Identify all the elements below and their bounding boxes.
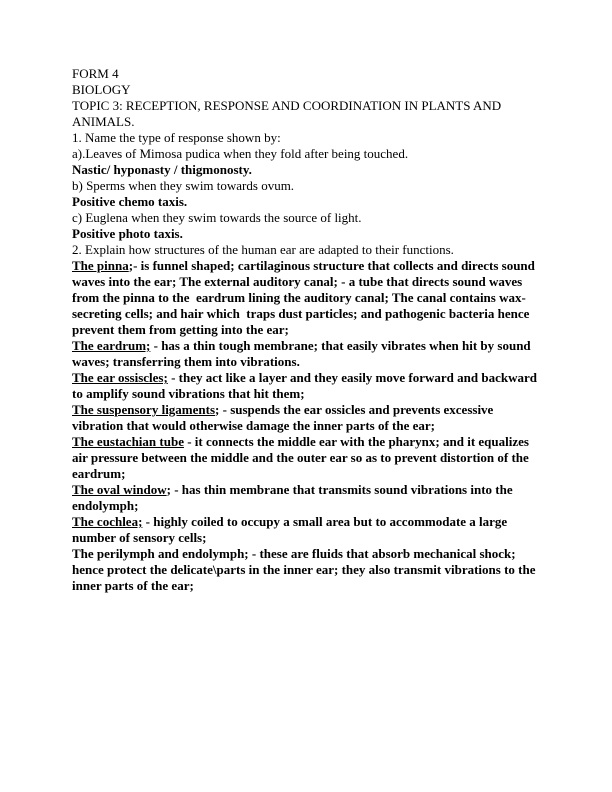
answer-perilymph-endolymph	[72, 546, 542, 594]
topic-heading: TOPIC 3: RECEPTION, RESPONSE AND COORDINATION IN PLANTS AND ANIMALS.	[72, 98, 502, 129]
answer-eustachian-tube-head: The eustachian tube	[72, 434, 184, 449]
question-2-answers	[72, 258, 542, 594]
answer-ossicles-head: The ear ossiscles;	[72, 370, 168, 385]
answer-perilymph-endolymph-rest: The perilymph and endolymph; - these are fluids that absorb mechanical shock; hence protect the delicate\parts in the inner ear; they also transmit vibrations to the inner parts of the ear;	[72, 546, 539, 593]
answer-ossicles	[72, 370, 542, 402]
answer-ossicles-rest: - they act like a layer and they easily move forward and backward to amplify sound vibrations that hit them;	[72, 370, 541, 401]
answer-suspensory-ligaments-head: The suspensory ligaments	[72, 402, 216, 417]
answer-eustachian-tube	[72, 434, 542, 482]
question-1b-answer: Positive chemo taxis.	[72, 194, 188, 209]
answer-eardrum-rest: - has a thin tough membrane; that easily vibrates when hit by sound waves; transferring them into vibrations.	[72, 338, 534, 369]
answer-pinna	[72, 258, 542, 338]
answer-oval-window-head: The oval window	[72, 482, 167, 497]
answer-oval-window	[72, 482, 542, 514]
question-1a-answer: Nastic/ hyponasty / thigmonosty.	[72, 162, 252, 177]
answer-cochlea-rest: - highly coiled to occupy a small area but to accommodate a large number of sensory cells;	[72, 514, 511, 545]
answer-cochlea	[72, 514, 542, 546]
answer-eardrum-head: The eardrum;	[72, 338, 151, 353]
answer-suspensory-ligaments-rest: ; - suspends the ear ossicles and prevents excessive vibration that would otherwise damage the inner parts of the ear;	[72, 402, 497, 433]
question-1c-text: c) Euglena when they swim towards the source of light.	[72, 210, 362, 225]
form-heading: FORM 4	[72, 66, 119, 81]
question-1a-text: a).Leaves of Mimosa pudica when they fold after being touched.	[72, 146, 409, 161]
question-2-prompt: 2. Explain how structures of the human ear are adapted to their functions.	[72, 242, 454, 257]
answer-suspensory-ligaments	[72, 402, 542, 434]
answer-oval-window-rest: ; - has thin membrane that transmits sound vibrations into the endolymph;	[72, 482, 516, 513]
answer-eustachian-tube-rest: - it connects the middle ear with the pharynx; and it equalizes air pressure between the middle and the outer ear so as to prevent distortion of the eardrum;	[72, 434, 533, 481]
subject-heading: BIOLOGY	[72, 82, 131, 97]
answer-pinna-head: The pinna	[72, 258, 129, 273]
question-1-prompt: 1. Name the type of response shown by:	[72, 130, 281, 145]
answer-eardrum	[72, 338, 542, 370]
answer-pinna-rest: ;- is funnel shaped; cartilaginous structure that collects and directs sound waves into the ear; The external auditory canal; - a tube that directs sound waves from the pinna to the eardrum lining the auditory canal; The canal contains wax-secreting cells; and hair which traps dust particles; and pathogenic bacteria hence prevent them from getting into the ear;	[72, 258, 539, 337]
question-1-block	[72, 130, 542, 242]
answer-cochlea-head: The cochlea;	[72, 514, 143, 529]
question-1c-answer: Positive photo taxis.	[72, 226, 183, 241]
question-1b-text: b) Sperms when they swim towards ovum.	[72, 178, 295, 193]
